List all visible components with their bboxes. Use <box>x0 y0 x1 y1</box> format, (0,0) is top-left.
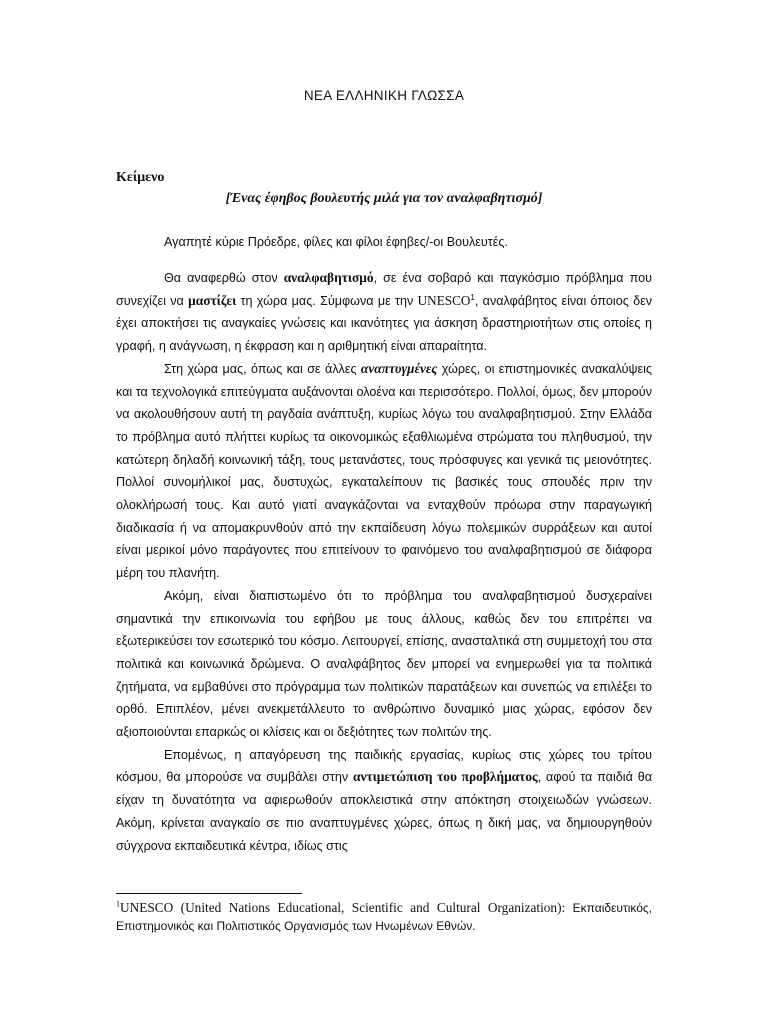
footnote <box>116 899 652 935</box>
p2-text-2: χώρες, οι επιστημονικές ανακαλύψεις και τα τεχνολογικά επιτεύγματα αυξάνονται ολοένα και περισσότερο. Πολλοί, όμως, δεν μπορούν να ακολουθήσουν αυτή τη ραγδαία ανάπτυξη, κυρίως λόγω του αναλφαβητισμού. Στην Ελλάδα το πρόβλημα αυτό πλήττει κυρίως τα οικονομικώς εξαθλιωμένα στρώματα του πληθυσμού, την κατώτερη δηλαδή κοινωνική τάξη, τους μετανάστες, τους πρόσφυγες και γενικά τις μειονότητες. Πολλοί συνομήλικοί μας, δυστυχώς, εγκαταλείπουν τις βασικές τους σπουδές πριν την ολοκλήρωσή τους. Και αυτό γιατί αναγκάζονται να ενταχθούν πρόωρα στην παραγωγική διαδικασία ή να απομακρυνθούν από την εκπαίδευση λόγω πολεμικών συρράξεων και αυτοί είναι μερικοί μόνο παράγοντες που επιτείνουν το φαινόμενο του αναλφαβητισμού σε διάφορα μέρη του πλανήτη. <box>116 361 653 581</box>
p1-text-2: , σε ένα σοβαρό και παγκόσμιο πρόβλημα που συνεχίζει να <box>116 271 652 308</box>
section-label: Κείμενο <box>116 170 165 185</box>
p2-bold-term-1: αναπτυγμένες <box>360 360 438 376</box>
footnote-separator <box>116 893 302 894</box>
paragraph-2 <box>116 358 652 585</box>
p2-text-1: Στη χώρα μας, όπως και σε άλλες <box>164 361 361 376</box>
document-title: ΝΕΑ ΕΛΛΗΝΙΚΗ ΓΛΩΣΣΑ <box>303 88 465 103</box>
p1-bold-term-2: μαστίζει <box>188 292 237 308</box>
p4-text-2: , αφού τα παιδιά θα είχαν τη δυνατότητα να αφιερωθούν αποκλειστικά στην απόκτηση στοιχειωδών γνώσεων. Ακόμη, κρίνεται αναγκαίο σε πιο αναπτυγμένες χώρες, όπως η δική μας, να δημιουργηθούν σύγχρονα εκπαιδευτικά κέντρα, ιδίως στις <box>116 770 652 853</box>
footnote-greek-text: Εκπαιδευτικός, Επιστημονικός και Πολιτιστικός Οργανισμός των Ηνωμένων Εθνών. <box>116 901 652 933</box>
paragraph-1 <box>116 267 652 358</box>
p1-text-3: τη χώρα μας. Σύμφωνα με την <box>236 293 418 308</box>
footnote-marker: 1 <box>116 899 120 909</box>
p4-text-1: Επομένως, η απαγόρευση της παιδικής εργασίας, κυρίως στις χώρες του τρίτου κόσμου, θα μπορούσε να συμβάλει στην <box>116 747 652 785</box>
paragraph-4 <box>116 744 652 858</box>
p1-unesco: UNESCO <box>417 292 471 308</box>
p1-text-4: , αναλφάβητος είναι όποιος δεν έχει αποκτήσει τις αναγκαίες γνώσεις και ικανότητες για άσκηση δραστηριοτήτων στις οποίες η γραφή, η ανάγνωση, η έκφραση και η αριθμητική είναι απαραίτητα. <box>116 293 652 354</box>
p1-text-1: Θα αναφερθώ στον <box>164 271 284 285</box>
greeting-paragraph: Αγαπητέ κύριε Πρόεδρε, φίλες και φίλοι έφηβες/-οι Βουλευτές. <box>164 235 508 249</box>
body-paragraphs <box>116 267 652 857</box>
footnote-reference: 1 <box>470 292 475 302</box>
paragraph-3: Ακόμη, είναι διαπιστωμένο ότι το πρόβλημα του αναλφαβητισμού δυσχεραίνει σημαντικά την επικοινωνία του εφήβου με τους άλλους, καθώς δεν του επιτρέπει να εξωτερικεύσει τον εσωτερικό του κόσμο. Λειτουργεί, επίσης, ανασταλτικά στη συμμετοχή του στα πολιτικά και κοινωνικά δρώμενα. Ο αναλφάβητος δεν μπορεί να ενημερωθεί για τα πολιτικά ζητήματα, να εμβαθύνει στο πρόγραμμα των πολιτικών παρατάξεων και συνεπώς να επιλέξει το ορθό. Επιπλέον, μένει ανεκμετάλλευτο το ανθρώπινο δυναμικό μιας χώρας, εφόσον δεν αξιοποιούνται επαρκώς οι κλίσεις και οι δεξιότητες των πολιτών της. <box>116 588 652 740</box>
p4-bold-term-1: αντιμετώπιση του προβλήματος <box>353 769 538 785</box>
text-title: [Ένας έφηβος βουλευτής μιλά για τον αναλφαβητισμό] <box>225 191 543 206</box>
p1-bold-term-1: αναλφαβητισμό <box>283 270 374 285</box>
footnote-main-text: UNESCO (United Nations Educational, Scientific and Cultural Organization): <box>120 900 573 915</box>
